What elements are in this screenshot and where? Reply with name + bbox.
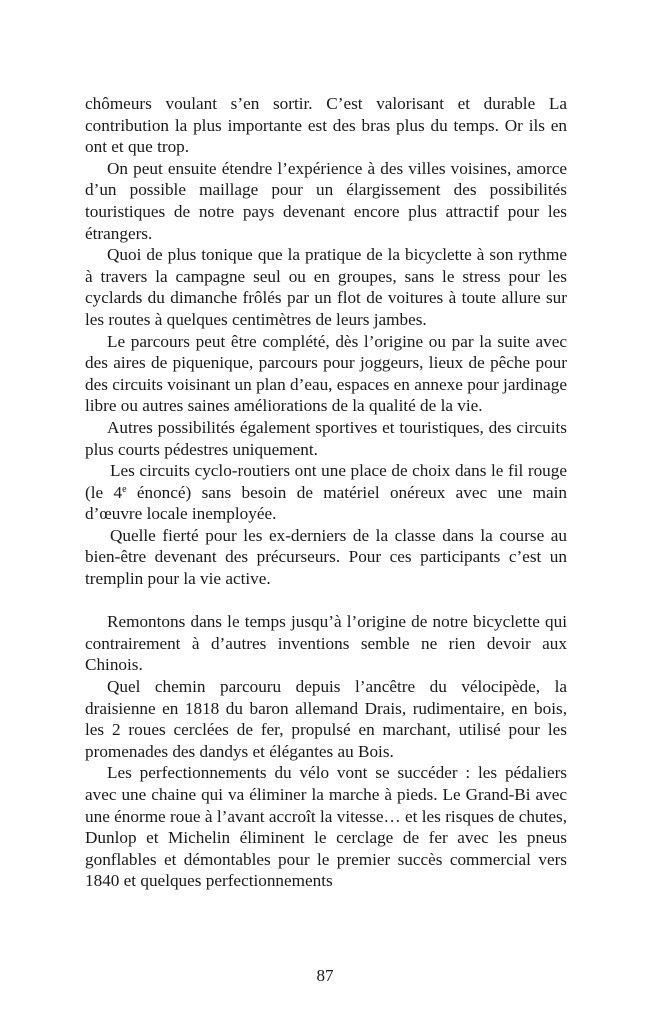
- paragraph-2: On peut ensuite étendre l’expérience à des villes voisines, amorce d’un possible maillage pour un élargissement des possibilités touristiques de notre pays devenant encore plus attractif pour les étrangers.: [85, 158, 567, 243]
- paragraph-9: Quel chemin parcouru depuis l’ancêtre du vélocipède, la draisienne en 1818 du baron allemand Drais, rudimentaire, en bois, les 2 roues cerclées de fer, propulsé en marchant, utilisé pour les promenades des dandys et élégantes au Bois.: [85, 677, 567, 761]
- paragraph-4: Le parcours peut être complété, dès l’origine ou par la suite avec des aires de piquenique, parcours pour joggeurs, lieux de pêche pour des circuits voisinant un plan d’eau, espaces en annexe pour jardinage libre ou autres saines améliorations de la qualité de la vie.: [85, 331, 567, 416]
- page-body: [85, 93, 567, 892]
- paragraph-3: Quoi de plus tonique que la pratique de la bicyclette à son rythme à travers la campagne seul ou en groupes, sans le stress pour les cyclards du dimanche frôlés par un flot de voitures à toute allure sur les routes à quelques centimètres de leurs jambes.: [85, 245, 567, 329]
- paragraph-6-end: énoncé) sans besoin de matériel onéreux avec une main d’œuvre locale inemployée.: [85, 482, 567, 524]
- paragraph-6: [85, 460, 567, 525]
- paragraph-10: Les perfectionnements du vélo vont se succéder : les pédaliers avec une chaine qui va éliminer la marche à pieds. Le Grand-Bi avec une énorme roue à l’avant accroît la vitesse… et les risques de chutes, Dunlop et Michelin éliminent le cerclage de fer avec les pneus gonflables et démontables pour le premier succès commercial vers 1840 et quelques perfectionnements: [85, 763, 567, 891]
- paragraph-1: chômeurs voulant s’en sortir. C’est valorisant et durable La contribution la plus importante est des bras plus du temps. Or ils en ont et que trop.: [85, 94, 567, 157]
- ordinal-superscript: e: [122, 483, 127, 495]
- paragraph-8: Remontons dans le temps jusqu’à l’origine de notre bicyclette qui contrairement à d’autres inventions semble ne rien devoir aux Chinois.: [85, 612, 567, 675]
- paragraph-7: Quelle fierté pour les ex-derniers de la classe dans la course au bien-être devenant des précurseurs. Pour ces participants c’est un tremplin pour la vie active.: [85, 525, 567, 589]
- page-number: 87: [316, 966, 334, 985]
- paragraph-5: Autres possibilités également sportives et touristiques, des circuits plus courts pédestres uniquement.: [85, 417, 567, 459]
- paragraph-6-start: Les circuits cyclo-routiers ont une place de choix dans le fil rouge (le 4: [85, 461, 567, 502]
